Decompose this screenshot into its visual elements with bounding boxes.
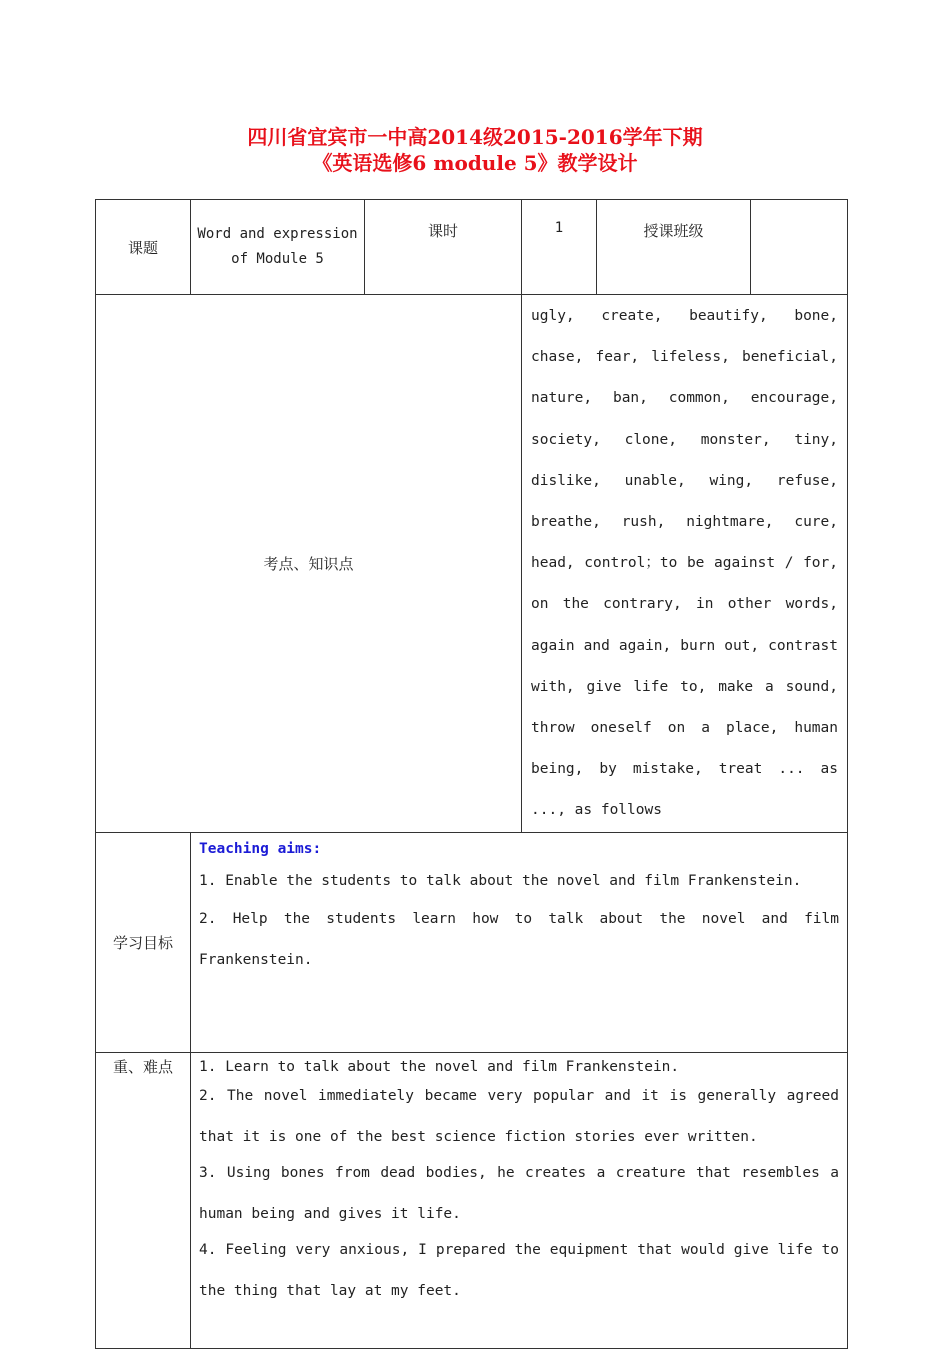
table-row-knowledge <box>96 295 848 833</box>
knowledge-cell <box>522 295 848 833</box>
knowledge-label: 考点、知识点 <box>96 295 522 833</box>
topic-label: 课题 <box>96 200 191 295</box>
aims-label: 学习目标 <box>96 832 191 1052</box>
lesson-plan-table <box>95 199 848 1349</box>
table-row-key-points <box>96 1052 848 1348</box>
key-point-item: 4. Feeling very anxious, I prepared the equipment that would give life to the thing that lay at my feet. <box>199 1241 839 1299</box>
key-points-cell <box>191 1052 848 1348</box>
class-value <box>751 200 848 295</box>
period-label: 课时 <box>365 200 522 295</box>
key-point-item: 2. The novel immediately became very popular and it is generally agreed that it is one of the best science fiction stories ever written. <box>199 1087 839 1145</box>
topic-value: Word and expression of Module 5 <box>191 200 365 295</box>
table-row-aims <box>96 832 848 1052</box>
period-value: 1 <box>522 200 597 295</box>
class-label: 授课班级 <box>597 200 751 295</box>
aims-heading: Teaching aims: <box>199 840 322 857</box>
aims-cell <box>191 832 848 1052</box>
document-title-line1: 四川省宜宾市一中高2014级2015-2016学年下期 <box>247 125 703 149</box>
knowledge-text: ugly, create, beautify, bone, chase, fear, lifeless, beneficial, nature, ban, common, encourage, society, clone, monster, tiny, dislike, unable, wing, refuse, breathe, rush, nightmare, cure, head, control；to be against / for, on the contrary, in other words, again and again, burn out, contrast with, give life to, make a sound, throw oneself on a place, human being, by mistake, treat ... as ..., as follows <box>531 308 838 819</box>
key-point-item: 3. Using bones from dead bodies, he creates a creature that resembles a human being and gives it life. <box>199 1164 839 1222</box>
aims-item: 1. Enable the students to talk about the novel and film Frankenstein. <box>199 872 802 889</box>
document-title-line2: 《英语选修6 module 5》教学设计 <box>312 151 638 175</box>
table-row-header <box>96 200 848 295</box>
aims-item: 2. Help the students learn how to talk about the novel and film Frankenstein. <box>199 910 839 968</box>
key-point-item: 1. Learn to talk about the novel and film Frankenstein. <box>199 1058 680 1075</box>
key-points-label: 重、难点 <box>96 1052 191 1348</box>
